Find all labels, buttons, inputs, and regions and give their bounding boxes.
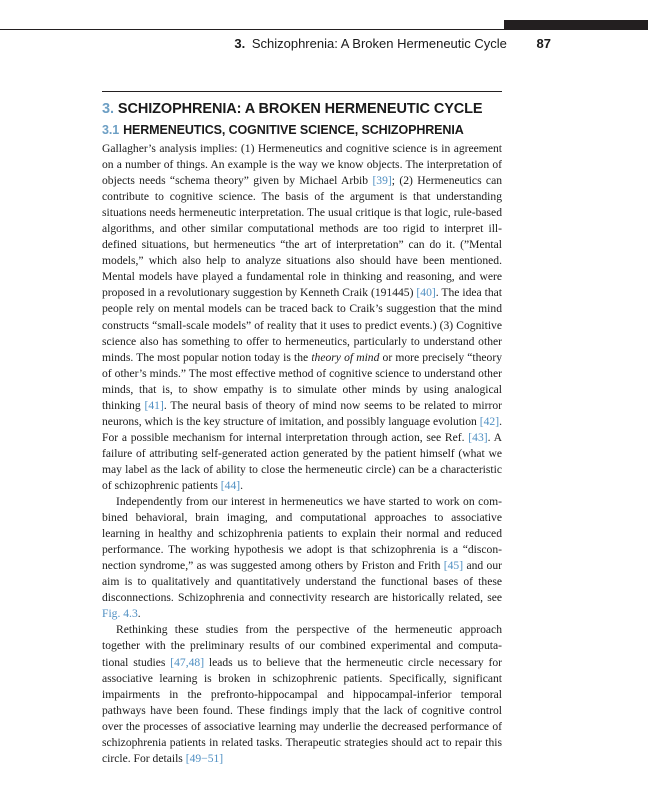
citation-39[interactable]: [39]: [372, 174, 392, 188]
citation-41[interactable]: [41]: [144, 398, 164, 412]
citation-42[interactable]: [42]: [479, 414, 500, 428]
section-rule: [102, 91, 502, 92]
section-heading-title: HERMENEUTICS, COGNITIVE SCIENCE, SCHIZOPHRENIA: [123, 123, 464, 137]
paragraph-1: [102, 141, 502, 494]
running-head-title: Schizophrenia: A Broken Hermeneutic Cycle: [251, 36, 507, 51]
emphasis-theory-of-mind: theory of mind: [311, 350, 380, 364]
citation-49-51[interactable]: [49−51]: [185, 751, 224, 765]
paragraph-1-text: Gallagher’s analysis implies: (1) Hermeneutics and cognitive science is in agreement on a number of things. An example is the way we know objects. The interpretation of objects needs “schema theory” given by Michael Arbib: [102, 142, 502, 188]
running-head: [0, 34, 551, 54]
paragraph-1-text: . A failure of attributing self-generated action generated by the patient himself (what we may label as the lack of ability to close the hermeneutic circle) can be a characteristic of schizophrenic patients: [102, 430, 502, 492]
section-heading: [102, 120, 522, 140]
paragraph-3-text: leads us to believe that the hermeneutic circle necessary for associative learning is broken in schizophrenic patients. Specifically, significant impairments in the prefronto-hippocampal and hippocampal-inferior temporal pathways have been found. These findings imply that the lack of cognitive control over the processes of associative learning may underlie the decreased performance of schizophrenia patients in related tasks. Therapeutic strategies should act to repair this circle. For details: [102, 655, 502, 765]
paragraph-3-text: Rethinking these studies from the perspective of the hermeneutic approach together with the preliminary results of our combined experimental and computational studies: [102, 623, 502, 669]
paragraph-1-text: ; (2) Hermeneutics can contribute to cognitive science. The basis of the argument is that understanding situations needs hermeneutic interpretation. The usual critique is that logic, rule-based algorithms, and other similar computational methods are too rigid to interpret ill-defined situations, but hermeneutics “the art of interpretation” can do it. (”Mental models,” which also help to analyze situations also should have been mentioned. Mental models have played a fundamental role in thinking and reasoning, and were proposed in a revolutionary suggestion by Kenneth Craik (191445): [102, 174, 503, 300]
citation-45[interactable]: [45]: [443, 559, 464, 573]
paragraph-1-text: .: [240, 478, 244, 492]
chapter-heading-title: SCHIZOPHRENIA: A BROKEN HERMENEUTIC CYCLE: [117, 101, 483, 117]
citation-43[interactable]: [43]: [468, 430, 488, 444]
header-bar: [504, 20, 648, 30]
paragraph-1-text: or more precisely “theory of other’s minds.” The most effective method of cognitive science to understand other minds, that is, to show empathy is to simulate other minds by using analogical thinking: [102, 350, 503, 412]
chapter-heading-number: 3.: [102, 101, 114, 117]
paragraph-2: [102, 494, 502, 622]
paragraph-2-text: .: [137, 607, 141, 621]
paragraph-3: [102, 622, 502, 766]
figure-link-4-3[interactable]: Fig. 4.3: [102, 607, 138, 621]
paragraph-2-text: Independently from our interest in hermeneutics we have started to work on combined behavioral, brain imaging, and computational approaches to associative learning in healthy and schizophrenia patients to explain their normal and reduced performance. The working hypothesis we adopt is that schizophrenia is a “disconnection syndrome,” as was suggested among others by Friston and Frith: [102, 495, 502, 573]
body-text: [102, 141, 502, 767]
paragraph-1-text: . The neural basis of theory of mind now seems to be related to mirror neurons, which is the key structure of imitation, and possibly language evolution: [102, 398, 502, 428]
citation-47-48[interactable]: [47,48]: [170, 655, 205, 669]
chapter-heading: [102, 98, 522, 120]
page-number: 87: [536, 36, 551, 51]
paragraph-2-text: and our aim is to qualitatively and quantitatively understand the functional bases of these disconnections. Schizophrenia and connectivity research are historically related, see: [102, 559, 502, 605]
citation-44[interactable]: [44]: [220, 478, 241, 492]
section-heading-number: 3.1: [102, 123, 120, 137]
header-rule: [0, 29, 504, 30]
citation-40[interactable]: [40]: [416, 286, 436, 300]
paragraph-1-text: . For a possible mechanism for internal interpretation through action, see Ref.: [102, 414, 502, 444]
running-head-chapter-number: 3.: [234, 36, 246, 51]
paragraph-1-text: . The idea that people rely on mental models can be traced back to Craik’s suggestion that the mind constructs “small-scale models” of reality that it uses to predict events.) (3) Cognitive science also has something to offer to hermeneutics, particularly to understand other minds. The most popular notion today is the: [102, 286, 502, 364]
